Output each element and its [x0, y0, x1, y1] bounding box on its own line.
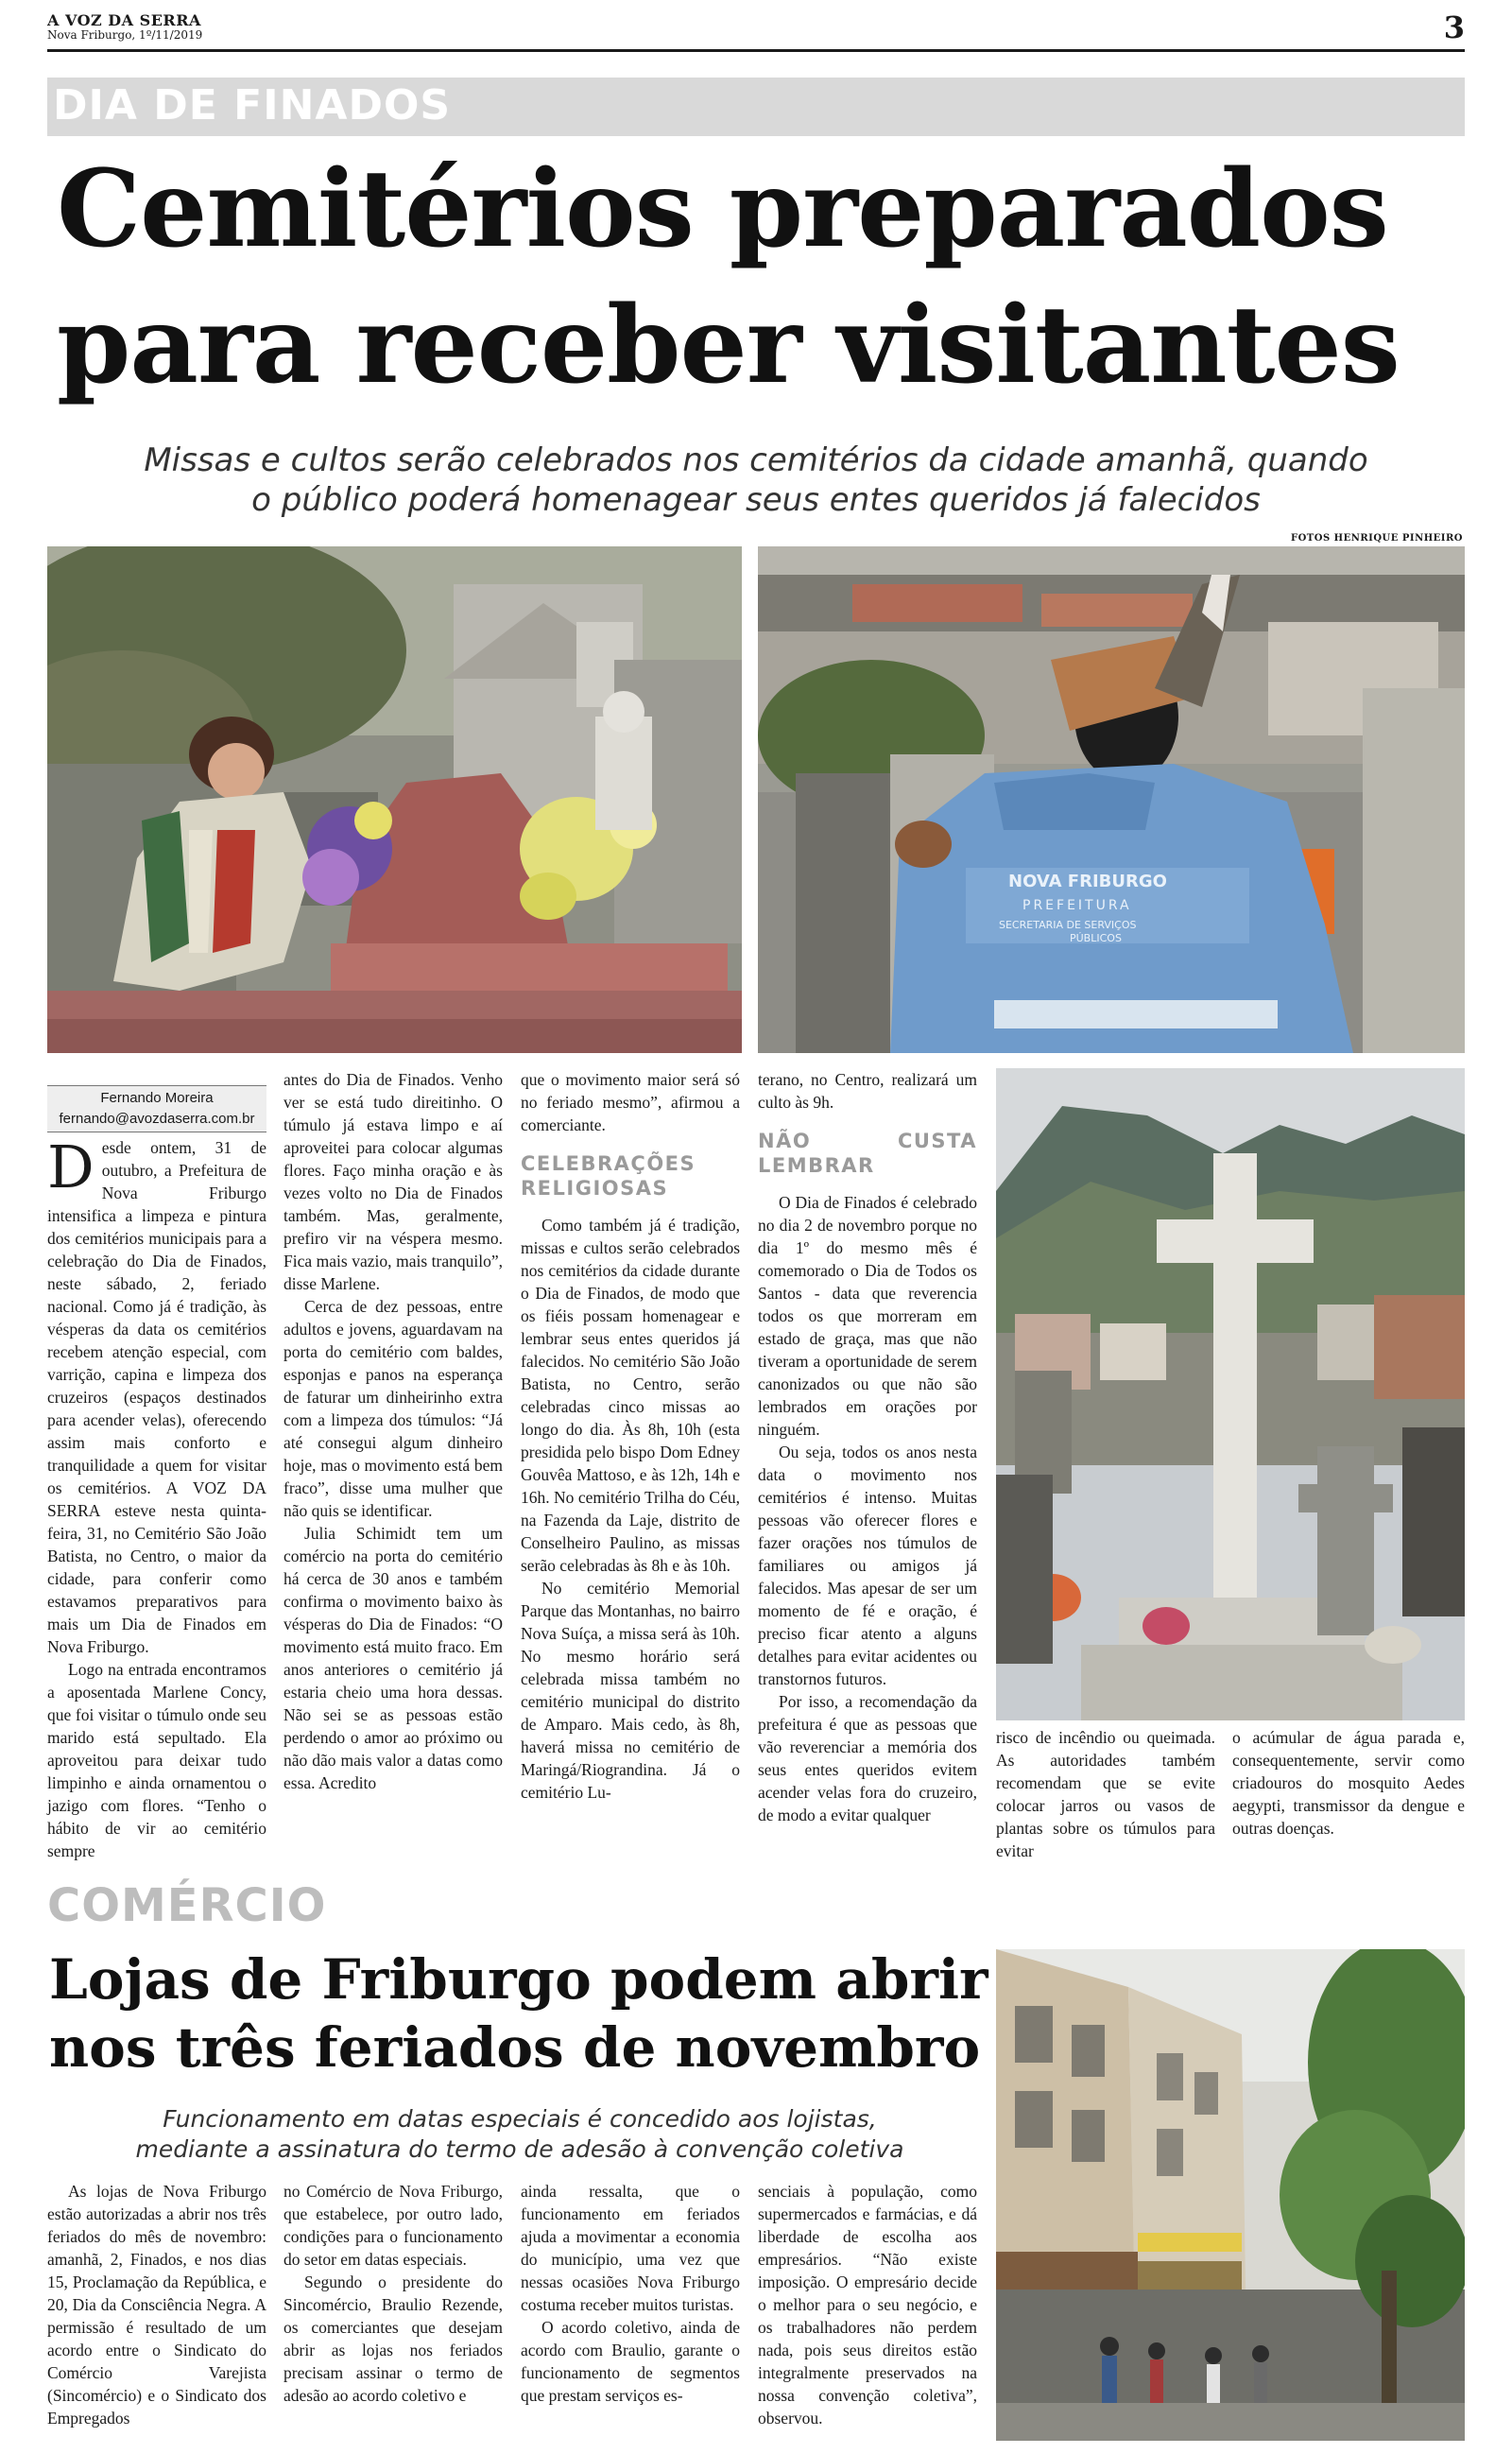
paragraph: No cemitério Memorial Parque das Montanhas, no bairro Nova Suíça, a missa será às 10h. No mesmo horário será celebrada missa também no cemitério municipal do distrito de Amparo. Mais cedo, às 8h, haverá missa no cemitério de Maringá/Riograndina. Já o cemitério Lu- — [521, 1579, 740, 1802]
subsection-heading: NÃO CUSTA LEMBRAR — [758, 1130, 977, 1177]
article-column-6 — [1232, 1726, 1465, 1840]
photo-municipal-worker — [758, 546, 1465, 1053]
paragraph: Ou seja, todos os anos nesta data o movimento nos cemitérios é intenso. Muitas pessoas vão oferecer flores e fazer orações nos túmulos de familiares ou amigos já falecidos. Mas apesar de ser um momento de fé e oração, é preciso ficar atento a alguns detalhes para evitar acidentes ou transtornos futuros. — [758, 1443, 977, 1688]
paragraph: terano, no Centro, realizará um culto às 9h. — [758, 1070, 977, 1112]
paragraph: O acordo coletivo, ainda de acordo com Braulio, garante o funcionamento de segmentos que prestam serviços es- — [521, 2318, 740, 2405]
subheadline-line-1: Missas e cultos serão celebrados nos cemitérios da cidade amanhã, quando — [144, 441, 1368, 479]
byline — [47, 1085, 266, 1132]
headline-2-line-2: nos três feriados de novembro — [49, 2015, 981, 2080]
masthead-divider — [47, 49, 1465, 52]
newspaper-name: A VOZ DA SERRA — [47, 11, 201, 29]
paragraph: Logo na entrada encontramos a aposentada Marlene Concy, que foi visitar o túmulo onde seu marido está sepultado. Ela aproveitou para deixar tudo limpinho e ainda ornamentou o jazigo com flores. “Tenho o hábito de vir ao cemitério sempre — [47, 1660, 266, 1860]
subheadline — [94, 441, 1418, 520]
article2-column-4 — [758, 2180, 977, 2429]
photo-shopping-street — [996, 1949, 1465, 2441]
headline-line-1: Cemitérios preparados — [57, 147, 1388, 271]
article-column-1 — [47, 1132, 266, 1862]
page-number: 3 — [1443, 9, 1465, 45]
section-label-bar — [47, 78, 1465, 136]
article2-column-2 — [284, 2180, 503, 2407]
subheadline-2-line-2: mediante a assinatura do termo de adesão à convenção coletiva — [135, 2135, 904, 2163]
byline-name: Fernando Moreira — [100, 1090, 214, 1106]
section-label-commerce: COMÉRCIO — [47, 1879, 327, 1932]
worker-shirt-text-3: SECRETARIA DE SERVIÇOS — [999, 919, 1137, 931]
masthead — [47, 11, 1465, 45]
paragraph: senciais à população, como supermercados e farmácias, e dá liberdade de escolha aos empresários. “Não existe imposição. O empresário decide o melhor para o seu negócio, e os trabalhadores não perdem nada, pois seus direitos estão integralmente preservados na nossa convenção coletiva”, observou. — [758, 2182, 977, 2428]
worker-shirt-text-4: PÚBLICOS — [1070, 932, 1122, 944]
subsection-heading: CELEBRAÇÕES RELIGIOSAS — [521, 1152, 696, 1200]
article-column-2 — [284, 1068, 503, 1794]
article-column-4 — [758, 1068, 977, 1826]
photo-woman-flowers-tomb — [47, 546, 742, 1053]
paragraph: O Dia de Finados é celebrado no dia 2 de novembro porque no dia 1º do mesmo mês é comemorado o Dia de Todos os Santos - data que reverencia todos os que morreram em estado de graça, mas que não tiveram a oportunidade de serem canonizados ou que não são lembrados em orações por ninguém. — [758, 1193, 977, 1439]
worker-shirt-text-2: PREFEITURA — [1022, 898, 1132, 913]
subheadline-line-2: o público poderá homenagear seus entes queridos já falecidos — [251, 481, 1261, 519]
paragraph: Como também já é tradição, missas e cultos serão celebrados nos cemitérios da cidade durante o Dia de Finados, de modo que os fiéis possam homenagear e lembrar seus entes queridos já falecidos. No cemitério São João Batista, no Centro, serão celebradas cinco missas ao longo do dia. Às 8h, 10h (esta presidida pelo bispo Dom Edney Gouvêa Mattoso, e às 12h, 14h e 16h. No cemitério Trilha do Céu, na Fazenda da Laje, distrito de Conselheiro Paulino, as missas serão celebradas às 8h e às 10h. — [521, 1216, 740, 1575]
drop-cap: D — [47, 1132, 94, 1201]
headline-line-2: para receber visitantes — [57, 284, 1400, 407]
paragraph: As lojas de Nova Friburgo estão autorizadas a abrir nos três feriados do mês de novembro: amanhã, 2, Finados, e nos dias 15, Proclamação da República, e 20, Dia da Consciência Negra. A permissão é resultado de um acordo entre o Sindicato do Comércio Varejista (Sincomércio) e o Sindicato dos Empregados — [47, 2182, 266, 2428]
article2-column-1 — [47, 2180, 266, 2429]
paragraph: Julia Schimidt tem um comércio na porta do cemitério há cerca de 30 anos e também confirma o movimento baixo às vésperas do Dia de Finados: “O movimento está muito fraco. Em anos anteriores o cemitério já estaria cheio uma hora dessas. Não sei se as pessoas estão perdendo o amor ao próximo ou não dão mais valor a datas como essa. Acredito — [284, 1524, 503, 1792]
article2-column-3 — [521, 2180, 740, 2407]
article-column-5 — [996, 1726, 1215, 1862]
headline-2 — [49, 1945, 994, 2082]
paragraph: que o movimento maior será só no feriado mesmo”, afirmou a comerciante. — [521, 1070, 740, 1134]
paragraph: o acúmular de água parada e, consequentemente, servir como criadouros do mosquito Aedes aegypti, transmissor da dengue e outras doenças. — [1232, 1728, 1465, 1838]
subheadline-2-line-1: Funcionamento em datas especiais é concedido aos lojistas, — [163, 2105, 877, 2133]
headline — [57, 142, 1455, 414]
section-label: DIA DE FINADOS — [53, 81, 452, 130]
edition-date: Nova Friburgo, 1º/11/2019 — [47, 28, 203, 42]
worker-shirt-text-1: NOVA FRIBURGO — [1008, 872, 1167, 891]
paragraph: Cerca de dez pessoas, entre adultos e jovens, aguardavam na porta do cemitério com baldes, esponjas e panos na esperança de faturar um dinheirinho extra com a limpeza dos túmulos: “Já até consegui algum dinheiro hoje, mas o movimento está bem fraco”, disse uma mulher que não quis se identificar. — [284, 1297, 503, 1520]
paragraph: ainda ressalta, que o funcionamento em feriados ajuda a movimentar a economia do município, uma vez que nessas ocasiões Nova Friburgo costuma receber muitos turistas. — [521, 2182, 740, 2314]
byline-email[interactable]: fernando@avozdaserra.com.br — [59, 1111, 255, 1127]
photo-cemetery-cross — [996, 1068, 1465, 1720]
paragraph: Segundo o presidente do Sincomércio, Braulio Rezende, os comerciantes que desejam abrir as lojas nos feriados precisam assinar o termo de adesão ao acordo coletivo e — [284, 2273, 503, 2405]
article-column-3 — [521, 1068, 740, 1804]
paragraph: antes do Dia de Finados. Venho ver se está tudo direitinho. O túmulo já estava limpo e aí aproveitei para colocar algumas flores. Faço minha oração e às vezes volto no Dia de Finados também. Mas, geralmente, prefiro vir na véspera mesmo. Fica mais vazio, mais tranquilo”, disse Marlene. — [284, 1070, 503, 1293]
paragraph: no Comércio de Nova Friburgo, que estabelece, por outro lado, condições para o funcionamento do setor em datas especiais. — [284, 2182, 503, 2269]
paragraph: risco de incêndio ou queimada. As autoridades também recomendam que se evite colocar jarros ou vasos de plantas sobre os túmulos para evitar — [996, 1728, 1215, 1860]
headline-2-line-1: Lojas de Friburgo podem abrir — [49, 1947, 988, 2012]
photo-credit: FOTOS HENRIQUE PINHEIRO — [1290, 533, 1463, 544]
subheadline-2 — [57, 2104, 983, 2165]
paragraph: Desde ontem, 31 de outubro, a Prefeitura de Nova Friburgo intensifica a limpeza e pintura dos cemitérios municipais para a celebração do Dia de Finados, neste sábado, 2, feriado nacional. Como já é tradição, às vésperas da data os cemitérios recebem atenção especial, com varrição, capina e limpeza dos cruzeiros (espaços destinados para acender velas), oferecendo assim mais conforto e tranquilidade a quem for visitar os cemitérios. A VOZ DA SERRA esteve nesta quinta-feira, 31, no Cemitério São João Batista, no Centro, o maior da cidade, para conferir como estavamos preparativos para mais um Dia de Finados em Nova Friburgo. — [47, 1132, 266, 1656]
paragraph: Por isso, a recomendação da prefeitura é que as pessoas que vão reverenciar a memória dos seus entes queridos evitem acender velas fora do cruzeiro, de modo a evitar qualquer — [758, 1692, 977, 1824]
